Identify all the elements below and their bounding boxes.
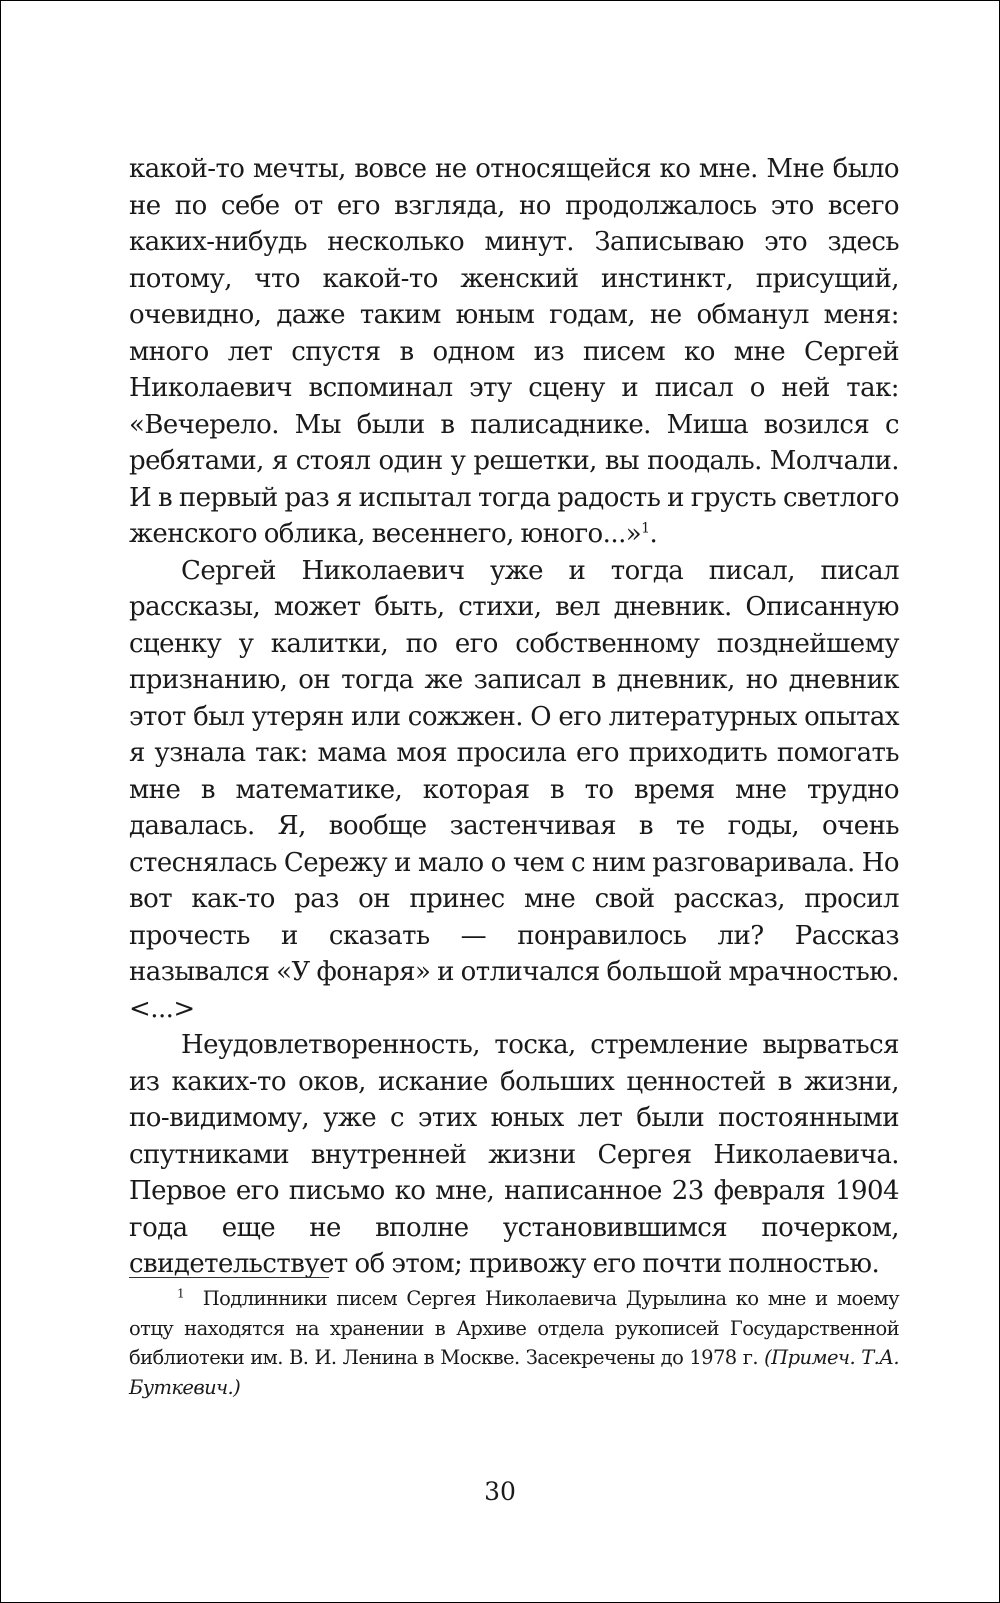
paragraph-2: Сергей Николаевич уже и тогда писал, писал рассказы, может быть, стихи, вел дневник. Описанную сценку у калитки, по его собственному позднейшему признанию, он тогда же записал в дневник, но дневник этот был утерян или сожжен. О его литературных опытах я узнала так: мама моя просила его приходить помогать мне в математике, которая в то время мне трудно давалась. Я, вообще застенчивая в те годы, очень стеснялась Сережу и мало о чем с ним разговаривала. Но вот как-то раз он принес мне свой рассказ, просил прочесть и сказать — понравилось ли? Рассказ назывался «У фонаря» и отличался большой мрачностью. <...>: [129, 555, 899, 1024]
paragraph-1: какой-то мечты, вовсе не относящейся ко мне. Мне было не по себе от его взгляда, но продолжалось это всего каких-нибудь несколько минут. Записываю это здесь потому, что какой-то женский инстинкт, присущий, очевидно, даже таким юным годам, не обманул меня: много лет спустя в одном из писем ко мне Сергей Николаевич вспоминал эту сцену и писал о ней так: «Вечерело. Мы были в палисаднике. Миша возился с ребятами, я стоял один у решетки, вы поодаль. Молчали. И в первый раз я испытал тогда радость и грусть светлого женского облика, весеннего, юного...»$^1$.: [129, 154, 899, 549]
body-text: [129, 151, 899, 1283]
footnote-marker: 1: [177, 1286, 185, 1301]
footnote: [129, 1284, 899, 1402]
footnote-reference: 1: [641, 520, 650, 537]
footnote-attribution: (Примеч. Т.А. Буткевич.): [129, 1346, 899, 1399]
paragraph-1-text: какой-то мечты, вовсе не относящейся ко мне. Мне было не по себе от его взгляда, но продолжалось это всего каких-нибудь несколько минут. Записываю это здесь потому, что какой-то женский инстинкт, присущий, очевидно, даже таким юным годам, не обманул меня: много лет спустя в одном из писем ко мне Сергей Николаевич вспоминал эту сцену и писал о ней так: «Вечерело. Мы были в палисаднике. Миша возился с ребятами, я стоял один у решетки, вы поодаль. Молчали. И в первый раз я испытал тогда радость и грусть светлого женского облика, весеннего, юного...»: [129, 154, 899, 549]
page-number: 30: [484, 1477, 516, 1506]
footnote-separator: [129, 1277, 329, 1278]
footnote-text: Подлинники писем Сергея Николаевича Дурылина ко мне и моему отцу находятся на хранении в Архиве отдела рукописей Государственной библиотеки им. В. И. Ленина в Москве. Засекречены до 1978 г.: [129, 1287, 899, 1369]
paragraph-3: Неудовлетворенность, тоска, стремление вырваться из каких-то оков, искание больших ценностей в жизни, по-видимому, уже с этих юных лет были постоянными спутниками внутренней жизни Сергея Николаевича. Первое его письмо ко мне, написанное 23 февраля 1904 года еще не вполне установившимся почерком, свидетельствует об этом; привожу его почти полностью.: [129, 1030, 899, 1279]
